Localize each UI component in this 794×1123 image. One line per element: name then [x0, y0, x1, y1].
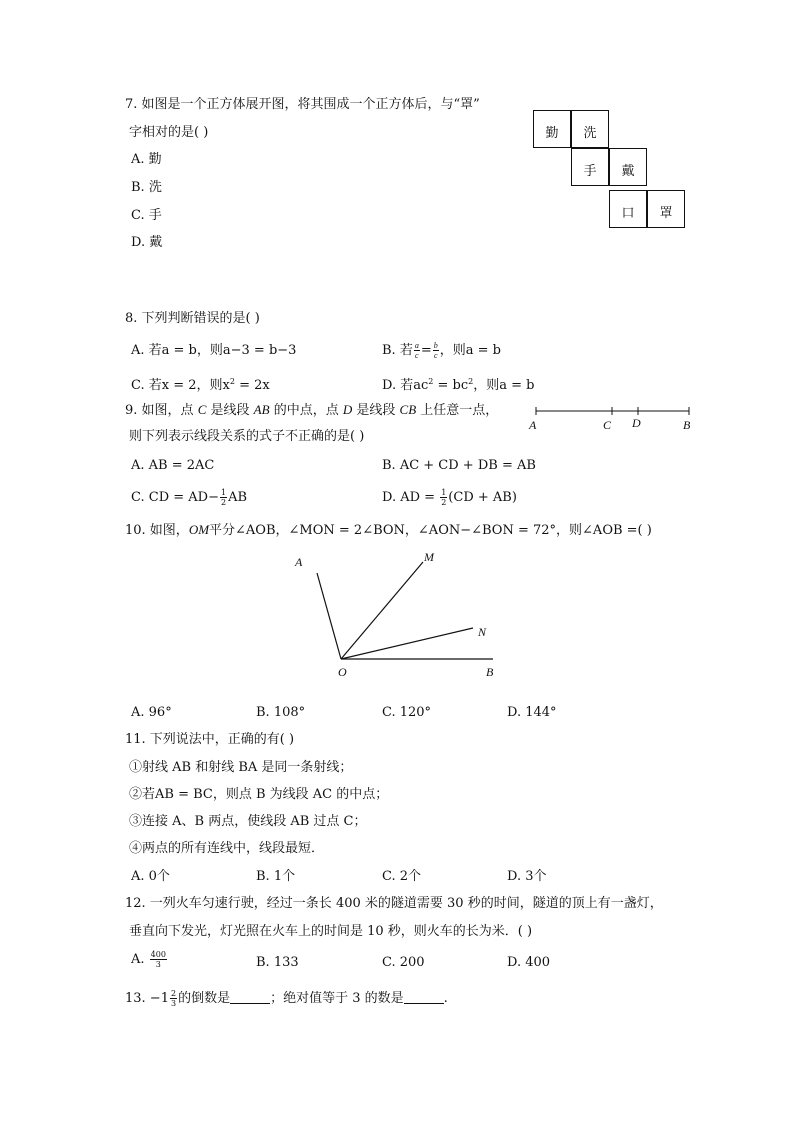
q13-stem: 13. −1 $\frac{2}{3}$ 的倒数是 ；绝对值等于 3 的数是 .	[125, 989, 448, 1008]
q7-option-b: B. 洗	[131, 180, 162, 195]
q12-option-d: D. 400	[507, 955, 551, 970]
q8-option-d: D. 若$ac^2 = bc^2$，则a = b	[382, 377, 535, 393]
q12-stem-line1: 12. 一列火车匀速行驶，经过一条长 400 米的隧道需要 30 秒的时间，隧道的顶上有一盏灯，	[125, 896, 663, 911]
q10-option-c: C. 120°	[382, 705, 432, 720]
ray-label-a: A	[295, 555, 303, 569]
q8-option-a: A. 若a = b，则a−3 = b−3	[131, 343, 297, 358]
q11-statement-4: ④两点的所有连线中，线段最短．	[129, 841, 325, 856]
q11-option-a: A. 0个	[131, 869, 170, 884]
q9-stem-line2: 则下列表示线段关系的式子不正确的是( )	[129, 429, 365, 444]
net-cell: 罩	[647, 190, 685, 228]
net-cell: 手	[571, 148, 609, 186]
ray-label-n: N	[478, 625, 487, 639]
point-label-b: B	[683, 418, 691, 432]
ray-label-m: M	[424, 550, 434, 564]
segment-diagram	[528, 402, 698, 434]
q11-statement-2: ②若AB = BC，则点 B 为线段 AC 的中点；	[129, 787, 389, 802]
net-cell: 勤	[533, 110, 571, 148]
point-label-c: C	[603, 418, 612, 432]
q12-option-a: A. $\frac{400}{3}$	[131, 950, 166, 969]
q7-option-a: A. 勤	[131, 152, 162, 167]
net-cell: 洗	[571, 110, 609, 148]
vertex-label-o: O	[338, 665, 347, 679]
angle-diagram	[288, 548, 508, 683]
q7-stem-line2: 字相对的是( )	[129, 125, 209, 140]
answer-blank-1	[230, 991, 270, 1004]
q7-option-d: D. 戴	[131, 235, 163, 250]
q9-option-b: B. AC + CD + DB = AB	[382, 458, 536, 473]
q10-option-b: B. 108°	[256, 705, 306, 720]
q9-stem-line1: 9. 如图，点 C 是线段 AB 的中点，点 D 是线段 CB 上任意一点，	[125, 402, 499, 418]
q8-stem: 8. 下列判断错误的是( )	[125, 311, 260, 326]
point-label-d: D	[632, 416, 641, 430]
q10-option-d: D. 144°	[507, 705, 557, 720]
q11-statement-1: ①射线 AB 和射线 BA 是同一条射线；	[129, 760, 353, 775]
q8-option-c: C. 若x = 2，则$x^2 = 2x$	[131, 377, 270, 393]
ray-label-b: B	[486, 665, 494, 679]
q9-option-c: C. CD = AD− $\frac{1}{2}$ AB	[131, 488, 248, 507]
q7-option-c: C. 手	[131, 208, 162, 223]
q8-option-b: B. 若 $\frac{a}{c}$ = $\frac{b}{c}$ ，则a = b	[382, 341, 501, 360]
q11-option-c: C. 2个	[382, 869, 422, 884]
q10-option-a: A. 96°	[131, 705, 172, 720]
q11-statement-3: ③连接 A、B 两点，使线段 AB 过点 C；	[129, 814, 367, 829]
q12-option-c: C. 200	[382, 955, 425, 970]
q9-option-d: D. AD = $\frac{1}{2}$ (CD + AB)	[382, 488, 517, 507]
point-label-a: A	[529, 418, 537, 432]
answer-blank-2	[404, 991, 444, 1004]
q7-stem-line1: 7. 如图是一个正方体展开图，将其围成一个正方体后，与“罩”	[125, 97, 480, 112]
q11-option-b: B. 1个	[256, 869, 296, 884]
q10-stem: 10. 如图，OM平分∠AOB，∠MON = 2∠BON，∠AON−∠BON = 72°，则∠AOB =( )	[125, 522, 652, 538]
q9-option-a: A. AB = 2AC	[131, 458, 215, 473]
q12-option-b: B. 133	[256, 955, 299, 970]
q11-option-d: D. 3个	[507, 869, 547, 884]
net-cell: 口	[609, 190, 647, 228]
q12-stem-line2: 垂直向下发光，灯光照在火车上的时间是 10 秒，则火车的长为米．( )	[129, 924, 533, 939]
net-cell: 戴	[609, 148, 647, 186]
q11-stem: 11. 下列说法中，正确的有( )	[125, 732, 295, 747]
